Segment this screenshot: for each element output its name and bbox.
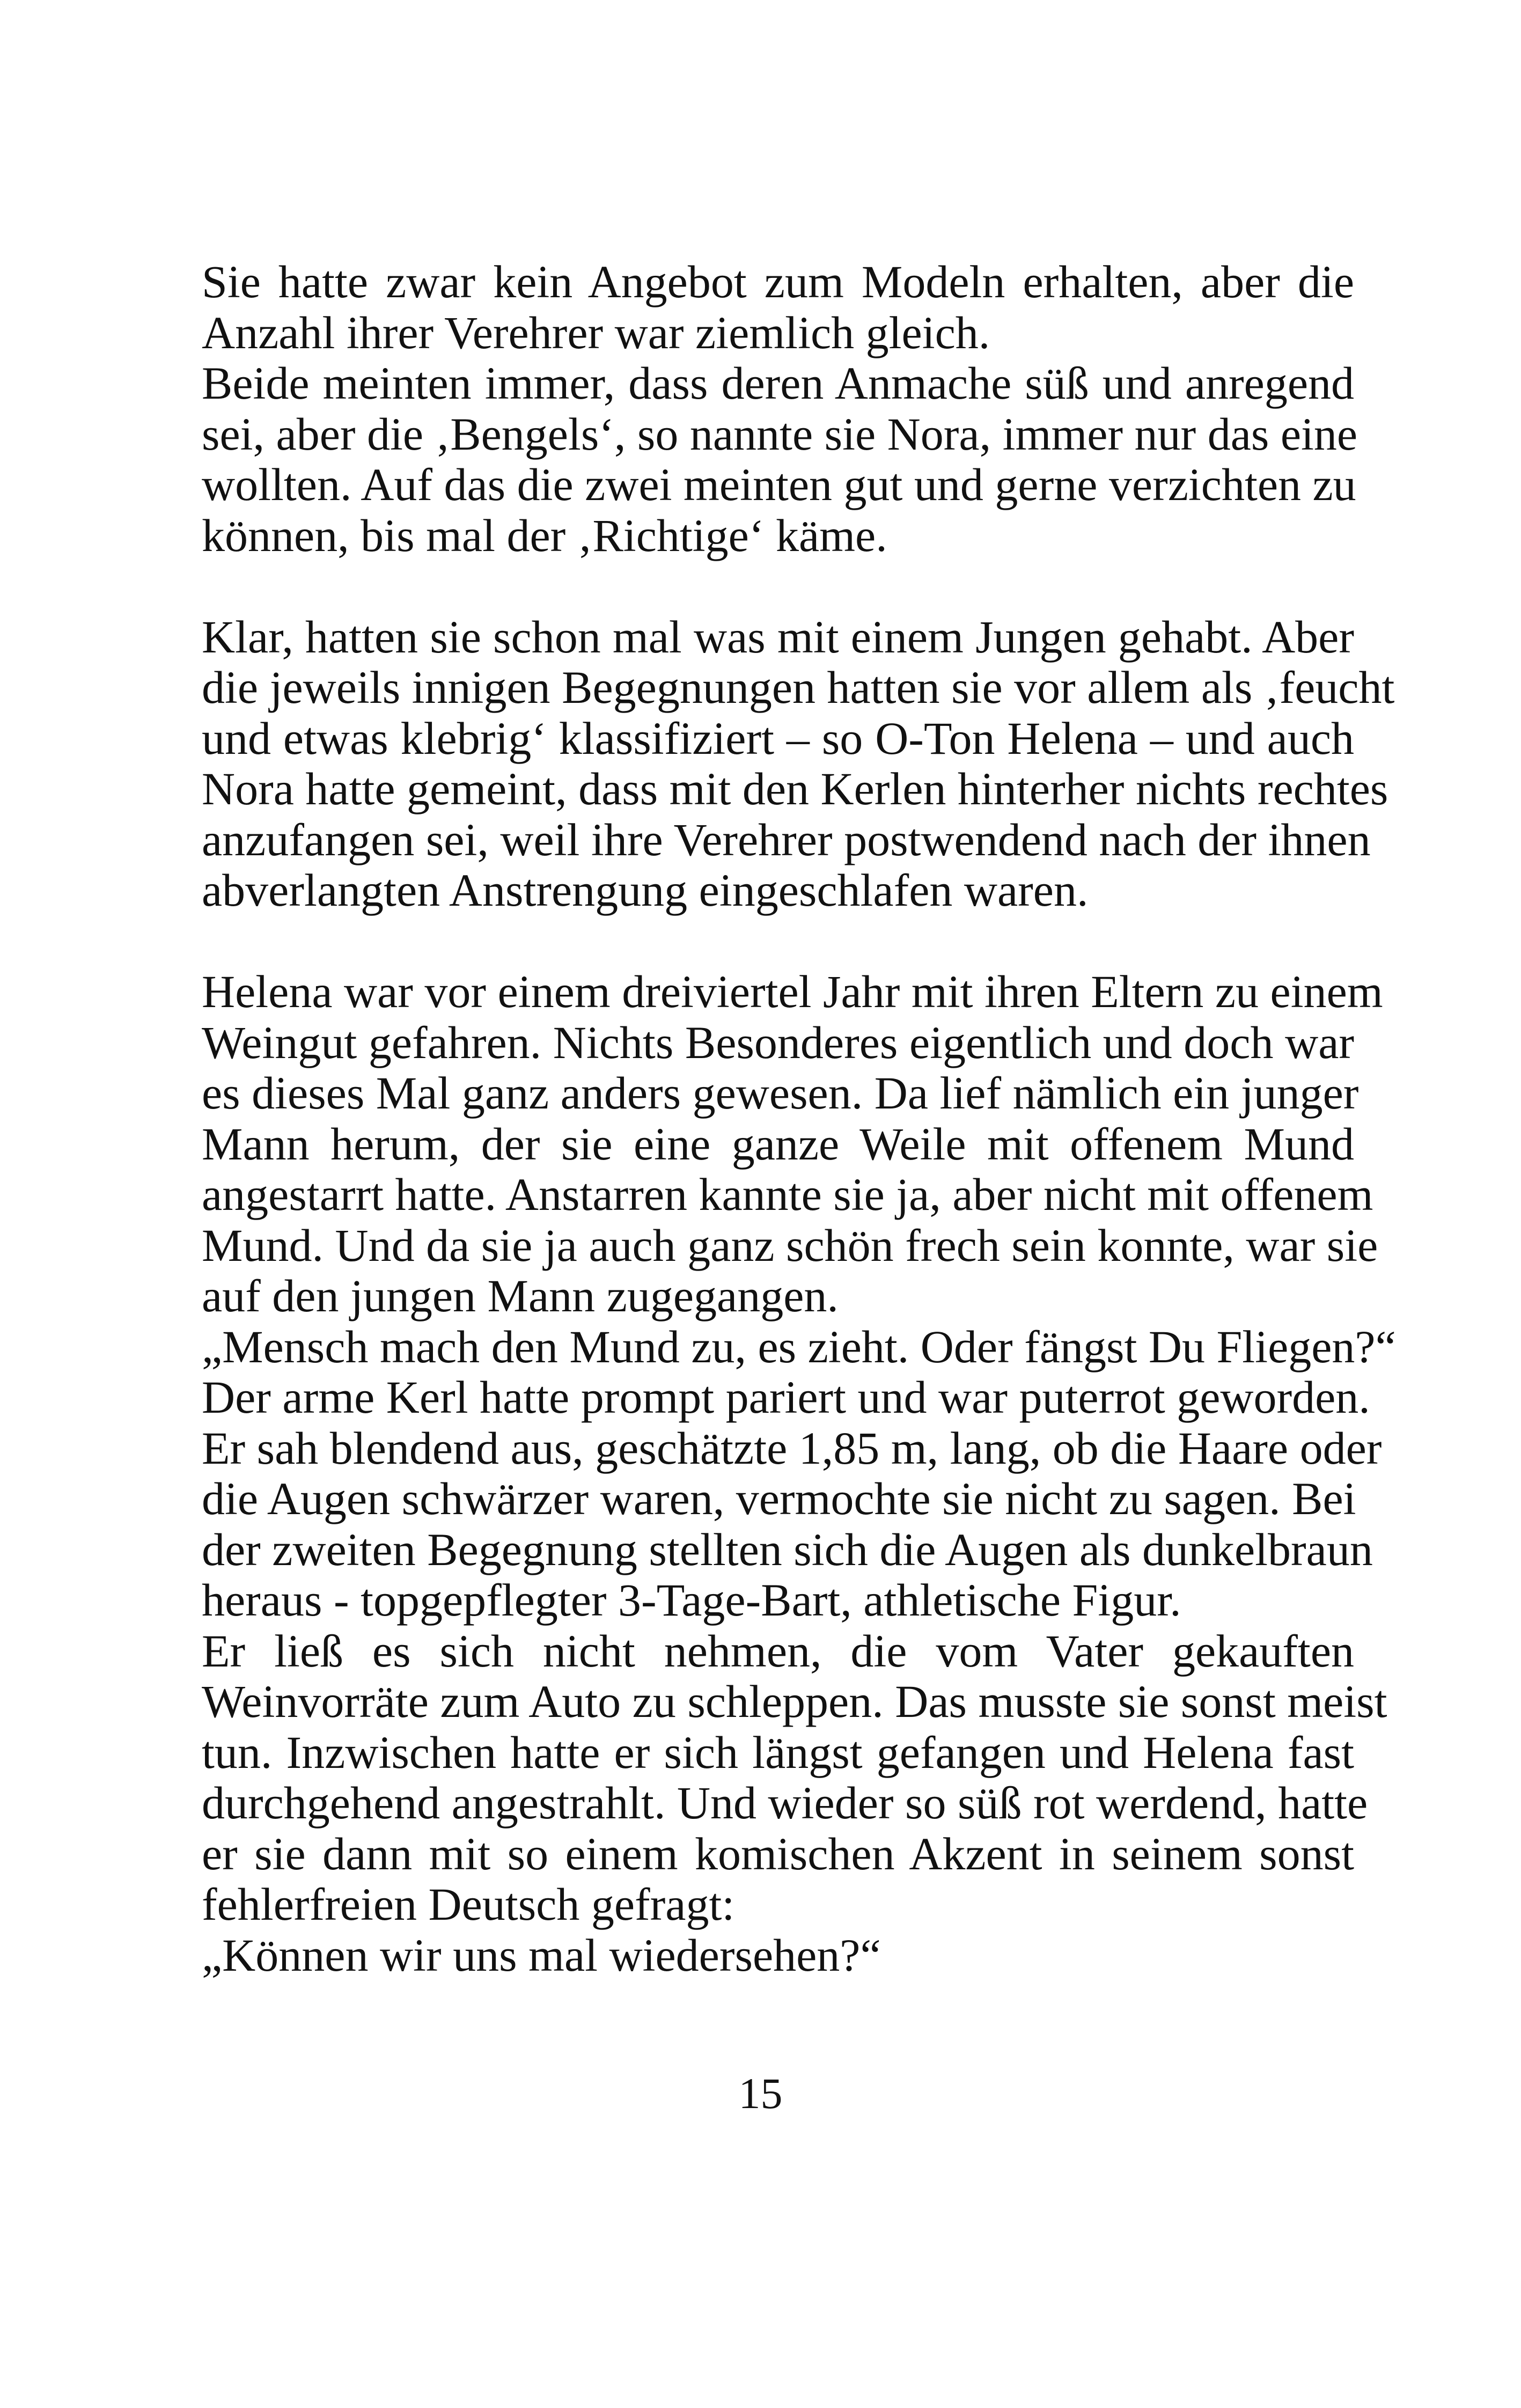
text-line: Anzahl ihrer Verehrer war ziemlich gleich. — [202, 306, 990, 358]
text-line: wollten. Auf das die zwei meinten gut und gerne verzichten zu — [202, 459, 1356, 510]
text-line: es dieses Mal ganz anders gewesen. Da lief nämlich ein junger — [202, 1067, 1359, 1119]
paragraph — [202, 966, 1383, 1322]
text-line: Sie hatte zwar kein Angebot zum Modeln erhalten, aber die — [202, 256, 1354, 307]
text-line: „Mensch mach den Mund zu, es zieht. Oder fängst Du Fliegen?“ — [202, 1320, 1396, 1372]
text-line: fehlerfreien Deutsch gefragt: — [202, 1878, 735, 1930]
paragraph — [202, 611, 1395, 916]
text-line: und etwas klebrig‘ klassifiziert – so O-Ton Helena – und auch — [202, 712, 1354, 764]
text-line: die jeweils innigen Begegnungen hatten sie vor allem als ‚feucht — [202, 662, 1395, 713]
text-line: anzufangen sei, weil ihre Verehrer postwendend nach der ihnen — [202, 813, 1371, 865]
paragraph — [202, 1320, 1396, 1372]
text-line: Mund. Und da sie ja auch ganz schön frech sein konnte, war sie — [202, 1219, 1378, 1271]
text-line: Weinvorräte zum Auto zu schleppen. Das musste sie sonst meist — [202, 1676, 1387, 1727]
text-line: Weingut gefahren. Nichts Besonderes eigentlich und doch war — [202, 1016, 1354, 1068]
text-line: Nora hatte gemeint, dass mit den Kerlen hinterher nichts rechtes — [202, 763, 1388, 814]
text-line: Er ließ es sich nicht nehmen, die vom Vater gekauften — [202, 1625, 1354, 1677]
text-line: er sie dann mit so einem komischen Akzent in seinem sonst — [202, 1827, 1354, 1880]
text-line: Der arme Kerl hatte prompt pariert und war puterrot geworden. — [202, 1371, 1370, 1423]
paragraph — [202, 1371, 1382, 1626]
text-line: die Augen schwärzer waren, vermochte sie nicht zu sagen. Bei — [202, 1473, 1356, 1524]
text-line: durchgehend angestrahlt. Und wieder so süß rot werdend, hatte — [202, 1777, 1368, 1829]
paragraph — [202, 256, 1354, 358]
text-line: „Können wir uns mal wiedersehen?“ — [202, 1929, 881, 1981]
paragraph — [202, 357, 1358, 561]
paragraph — [202, 1625, 1387, 1930]
text-line: auf den jungen Mann zugegangen. — [202, 1270, 839, 1322]
text-line: heraus - topgepflegter 3-Tage-Bart, athletische Figur. — [202, 1574, 1181, 1626]
text-line: Helena war vor einem dreiviertel Jahr mit ihren Eltern zu einem — [202, 966, 1383, 1017]
body-text — [202, 256, 1396, 1981]
text-line: Mann herum, der sie eine ganze Weile mit offenem Mund — [202, 1118, 1354, 1170]
text-line: angestarrt hatte. Anstarren kannte sie ja, aber nicht mit offenem — [202, 1169, 1373, 1220]
text-line: der zweiten Begegnung stellten sich die Augen als dunkelbraun — [202, 1523, 1373, 1575]
text-line: sei, aber die ‚Bengels‘, so nannte sie Nora, immer nur das eine — [202, 408, 1358, 460]
page-number: 15 — [738, 2069, 783, 2118]
text-line: abverlangten Anstrengung eingeschlafen waren. — [202, 864, 1089, 916]
text-line: können, bis mal der ‚Richtige‘ käme. — [202, 509, 887, 561]
text-line: Er sah blendend aus, geschätzte 1,85 m, lang, ob die Haare oder — [202, 1422, 1382, 1474]
paragraph — [202, 1930, 1354, 1981]
text-line: tun. Inzwischen hatte er sich längst gefangen und Helena fast — [202, 1726, 1354, 1778]
text-line: Beide meinten immer, dass deren Anmache süß und anregend — [202, 357, 1354, 409]
text-line: Klar, hatten sie schon mal was mit einem Jungen gehabt. Aber — [202, 611, 1354, 663]
